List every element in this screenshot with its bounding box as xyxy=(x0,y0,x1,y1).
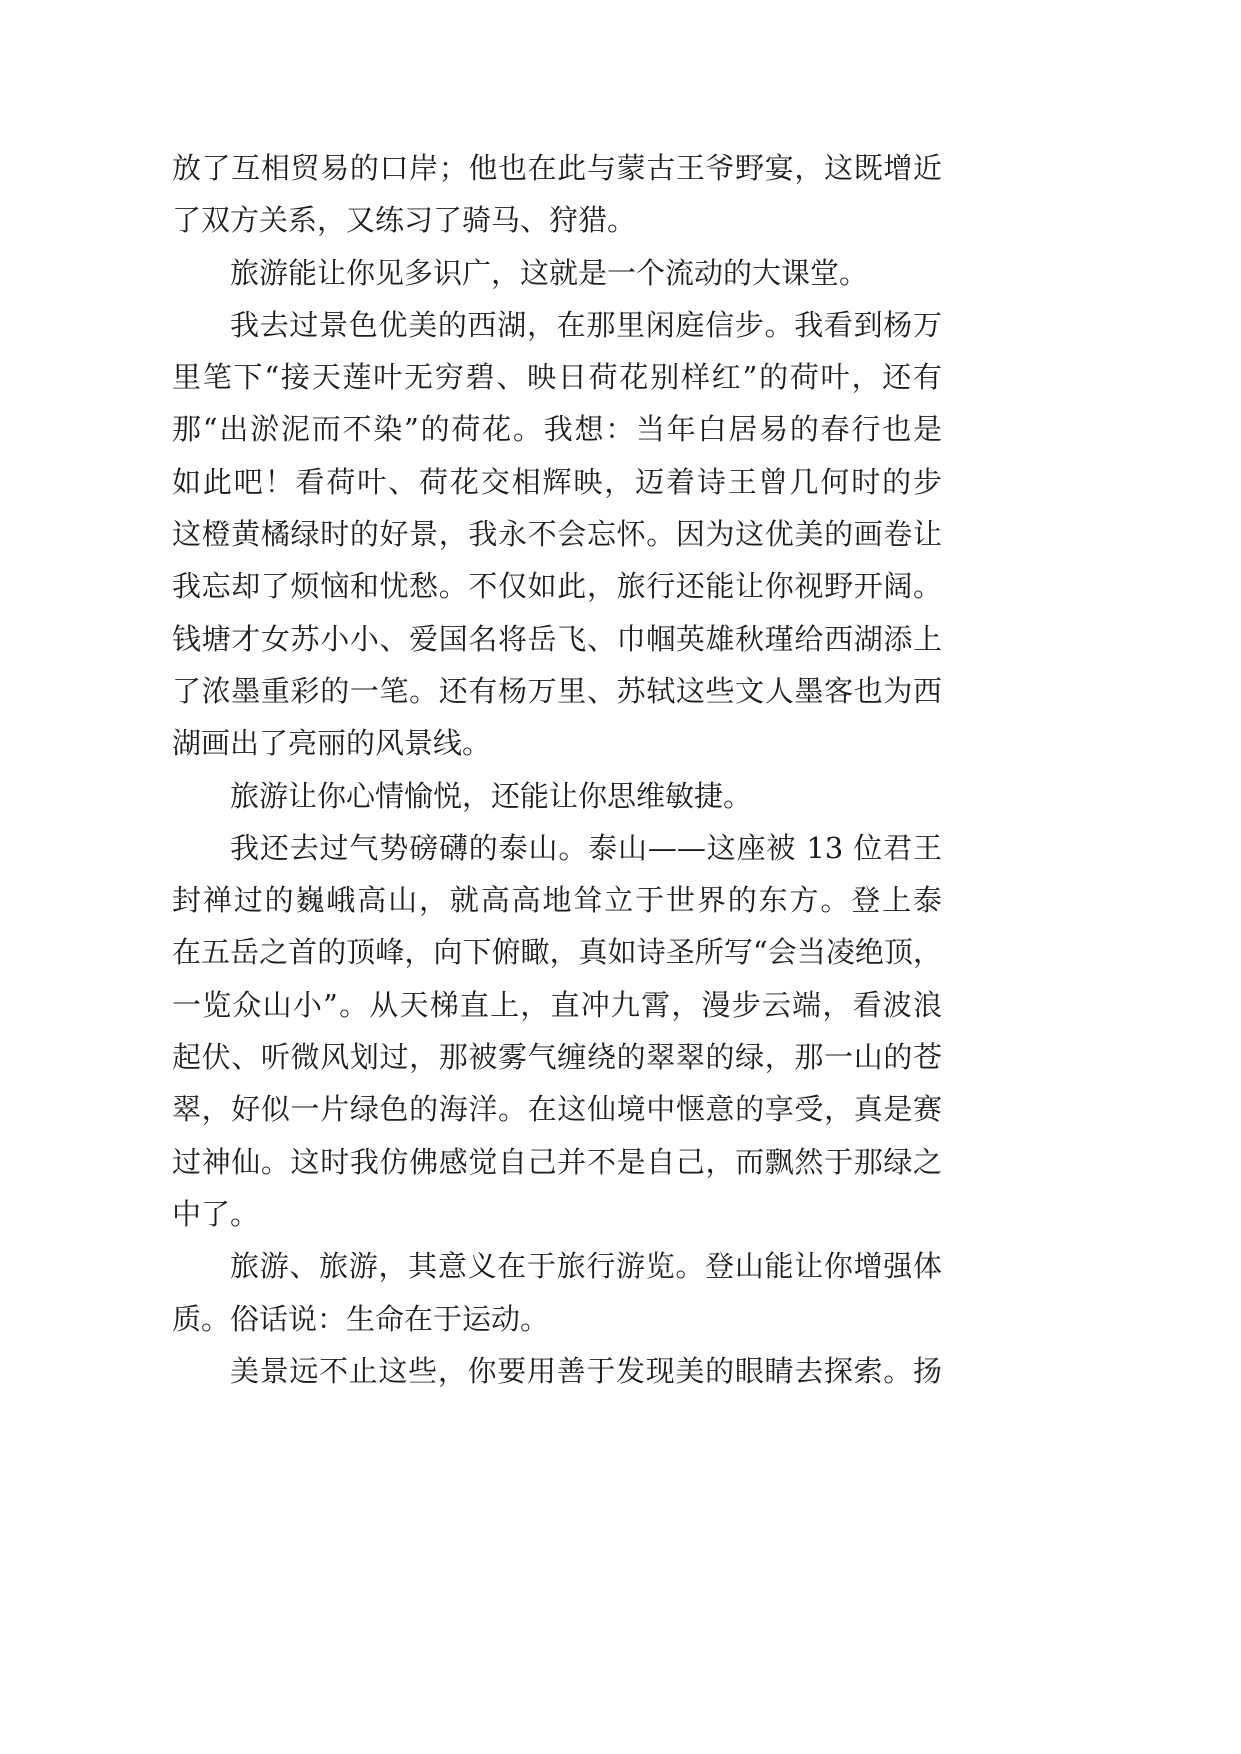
text-line: 了双方关系，又练习了骑马、狩猎。 xyxy=(172,203,637,238)
text-line: 如此吧！看荷叶、荷花交相辉映，迈着诗王曾几何时的步 xyxy=(172,464,942,499)
text-line: 我忘却了烦恼和忧愁。不仅如此，旅行还能让你视野开阔。 xyxy=(172,569,942,604)
paragraph xyxy=(172,1240,942,1345)
text-line: 美景远不止这些，你要用善于发现美的眼睛去探索。扬 xyxy=(230,1353,942,1388)
paragraph xyxy=(172,770,942,822)
text-line: 封禅过的巍峨高山，就高高地耸立于世界的东方。登上泰 xyxy=(172,883,942,918)
text-line: 旅游、旅游，其意义在于旅行游览。登山能让你增强体 xyxy=(230,1249,942,1284)
body-text xyxy=(172,142,942,1397)
text-line: 湖画出了亮丽的风景线。 xyxy=(172,726,492,761)
text-line: 这橙黄橘绿时的好景，我永不会忘怀。因为这优美的画卷让 xyxy=(172,517,942,552)
text-line: 一览众山小”。从天梯直上，直冲九霄，漫步云端，看波浪 xyxy=(172,987,942,1022)
text-line: 我还去过气势磅礴的泰山。泰山——这座被 13 位君王 xyxy=(230,830,942,865)
paragraph xyxy=(172,822,942,1240)
paragraph xyxy=(172,142,942,247)
text-line: 起伏、听微风划过，那被雾气缠绕的翠翠的绿，那一山的苍 xyxy=(172,1040,942,1075)
text-line: 我去过景色优美的西湖，在那里闲庭信步。我看到杨万 xyxy=(230,307,942,342)
text-line: 那“出淤泥而不染”的荷花。我想：当年白居易的春行也是 xyxy=(172,412,942,447)
text-line: 旅游让你心情愉悦，还能让你思维敏捷。 xyxy=(230,778,753,813)
text-line: 过神仙。这时我仿佛感觉自己并不是自己，而飘然于那绿之 xyxy=(172,1144,942,1179)
paragraph xyxy=(172,247,942,299)
text-line: 质。俗话说：生命在于运动。 xyxy=(172,1301,550,1336)
text-line: 放了互相贸易的口岸；他也在此与蒙古王爷野宴，这既增近 xyxy=(172,151,942,185)
text-line: 钱塘才女苏小小、爱国名将岳飞、巾帼英雄秋瑾给西湖添上 xyxy=(172,621,942,656)
text-line: 里笔下“接天莲叶无穷碧、映日荷花别样红”的荷叶，还有 xyxy=(172,360,942,395)
text-line: 翠，好似一片绿色的海洋。在这仙境中惬意的享受，真是赛 xyxy=(172,1092,942,1127)
paragraph xyxy=(172,299,942,770)
text-line: 中了。 xyxy=(172,1196,260,1231)
text-line: 旅游能让你见多识广，这就是一个流动的大课堂。 xyxy=(230,255,869,290)
text-line: 了浓墨重彩的一笔。还有杨万里、苏轼这些文人墨客也为西 xyxy=(172,673,942,708)
text-line: 在五岳之首的顶峰，向下俯瞰，真如诗圣所写“会当凌绝顶， xyxy=(172,935,942,970)
paragraph xyxy=(172,1345,942,1397)
